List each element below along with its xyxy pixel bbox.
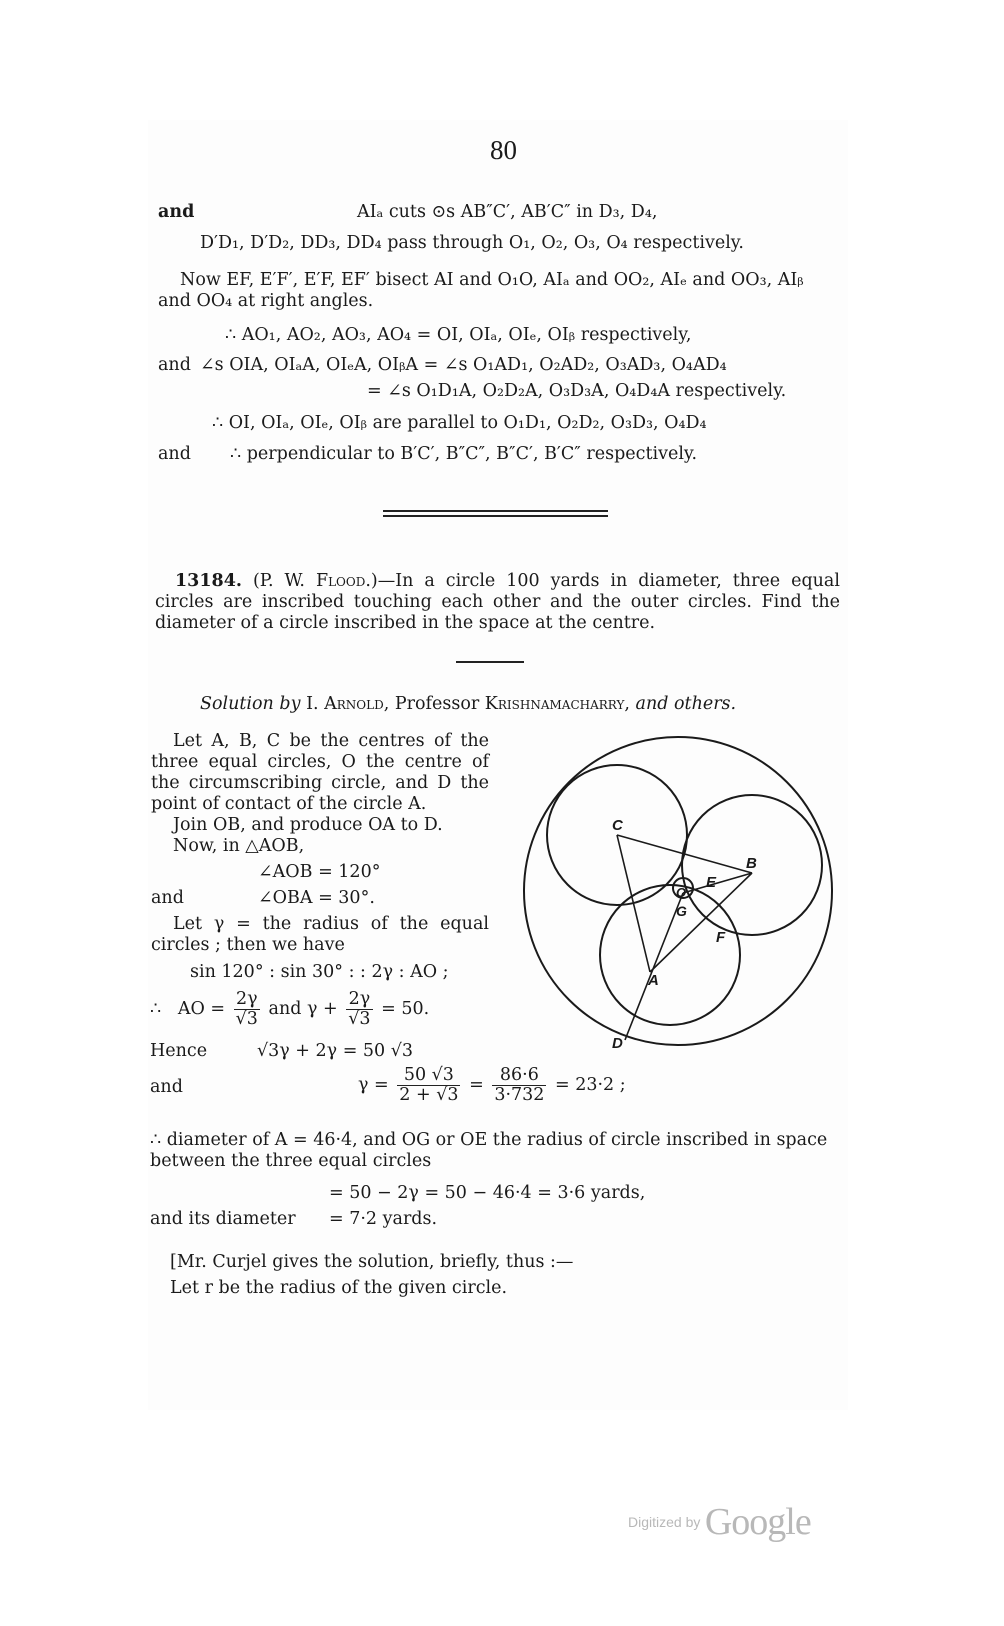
equation-angle-aob: ∠AOB = 120° (258, 862, 381, 882)
gamma-result: = 23·2 ; (555, 1075, 626, 1095)
curjel-line-1: [Mr. Curjel gives the solution, briefly, thus :— (170, 1252, 574, 1272)
label-f: F (716, 929, 726, 946)
line5-body: ∠s OIA, OIₐA, OIₑA, OIᵦA = ∠s O₁AD₁, O₂AD₂, O₃AD₃, O₄AD₄ (200, 355, 727, 375)
page-number: 80 (490, 135, 517, 165)
fraction-gp-denominator: √3 (348, 1009, 371, 1029)
diameter-equation: = 7·2 yards. (329, 1209, 438, 1229)
line1-lead: and (158, 202, 195, 222)
gamma-equals: = (469, 1075, 484, 1095)
line8-body: ∴ perpendicular to B′C′, B″C″, B″C′, B′C″ respectively. (230, 444, 698, 464)
label-g: G (676, 903, 687, 919)
solution-by-prefix: Solution by (200, 694, 301, 714)
and-label-2: and (150, 1077, 183, 1097)
solution-para-let: Let A, B, C be the centres of the three equal circles, O the centre of the circumscribing circle, and D the point of contact of the circle A. (151, 731, 489, 814)
problem-text: —In a circle 100 yards in diameter, three equal circles are inscribed touching each other and the outer circles. Find the diameter of a circle inscribed in the space at the centre. (155, 571, 840, 633)
separator-short-rule (456, 661, 524, 663)
solution-author-title: Professor (394, 694, 480, 714)
solution-author-arnold: I. Arnold, (306, 694, 390, 714)
fraction-gamma-2-numerator: 86·6 (492, 1066, 546, 1086)
conclusion-paragraph: ∴ diameter of A = 46·4, and OG or OE the radius of circle inscribed in space between the three equal circles (150, 1130, 828, 1171)
fraction-gamma-1-numerator: 50 √3 (397, 1066, 460, 1086)
hence-label: Hence (150, 1041, 208, 1061)
gamma-lhs: γ = (358, 1075, 389, 1095)
fraction-ao-denominator: √3 (235, 1009, 258, 1029)
fraction-ao-numerator: 2γ (234, 990, 260, 1010)
line7: ∴ OI, OIₐ, OIₑ, OIᵦ are parallel to O₁D₁, O₂D₂, O₃D₃, O₄D₄ (212, 413, 707, 433)
gamma-plus: γ + (307, 999, 338, 1019)
solution-join: Join OB, and produce OA to D. (173, 815, 443, 835)
line5-lead: and (158, 355, 191, 375)
ao-lhs: AO = (177, 999, 226, 1019)
solution-byline (200, 694, 736, 715)
diameter-label: and its diameter (150, 1209, 296, 1229)
equation-ao (150, 990, 429, 1029)
solution-now: Now, in △AOB, (173, 836, 305, 856)
label-c: C (612, 817, 623, 834)
solution-author-krishnamacharry: Krishnamacharry, (484, 694, 630, 714)
fraction-gp (346, 990, 372, 1029)
problem-number: 13184. (175, 571, 242, 591)
therefore-symbol: ∴ (150, 999, 162, 1019)
and-mid: and (268, 999, 302, 1019)
equation-angle-oba: ∠OBA = 30°. (258, 888, 375, 908)
line2: D′D₁, D′D₂, DD₃, DD₄ pass through O₁, O₂, O₃, O₄ respectively. (200, 233, 744, 253)
label-b: B (746, 855, 757, 872)
fraction-gamma-2-denominator: 3·732 (494, 1085, 545, 1105)
label-e: E (706, 874, 717, 891)
label-a: A (648, 972, 659, 989)
fraction-gamma-2 (492, 1066, 546, 1105)
equation-sine-ratio: sin 120° : sin 30° : : 2γ : AO ; (190, 962, 449, 982)
segment-od (625, 893, 683, 1040)
line6: = ∠s O₁D₁A, O₂D₂A, O₃D₃A, O₄D₄A respectively. (367, 381, 787, 401)
solution-suffix: and others. (635, 694, 737, 714)
equals-fifty: = 50. (381, 999, 430, 1019)
separator-double-rule-top (383, 510, 608, 512)
separator-double-rule-bottom (383, 515, 608, 517)
equation-gamma (358, 1066, 626, 1105)
problem-proposer: (P. W. Flood.) (252, 571, 378, 591)
line4: ∴ AO₁, AO₂, AO₃, AO₄ = OI, OIₐ, OIₑ, OIᵦ respectively, (225, 325, 692, 345)
digitized-watermark (628, 1500, 811, 1544)
fraction-gamma-1 (397, 1066, 460, 1105)
problem-statement (155, 571, 840, 634)
hence-equation: √3γ + 2γ = 50 √3 (257, 1041, 414, 1061)
label-o: O (676, 885, 687, 900)
curjel-line-2: Let r be the radius of the given circle. (170, 1278, 508, 1298)
radius-equation: = 50 − 2γ = 50 − 46·4 = 3·6 yards, (329, 1183, 646, 1203)
label-d: D (612, 1035, 623, 1052)
segment-cb (617, 835, 752, 873)
watermark-prefix: Digitized by (628, 1514, 701, 1530)
geometry-diagram (520, 735, 840, 1055)
fraction-gamma-1-denominator: 2 + √3 (399, 1085, 459, 1105)
fraction-gp-numerator: 2γ (346, 990, 372, 1010)
fraction-ao (234, 990, 260, 1029)
line8-lead: and (158, 444, 191, 464)
line1-body: AIₐ cuts ⊙s AB″C′, AB′C″ in D₃, D₄, (357, 202, 658, 222)
watermark-brand-logo: Google (704, 1501, 811, 1543)
paragraph-bisect: Now EF, E′F′, E′F, EF′ bisect AI and O₁O, AIₐ and OO₂, AIₑ and OO₃, AIᵦ and OO₄ at right angles. (158, 270, 804, 311)
and-label: and (151, 888, 184, 908)
solution-let-gamma: Let γ = the radius of the equal circles ; then we have (151, 914, 489, 955)
